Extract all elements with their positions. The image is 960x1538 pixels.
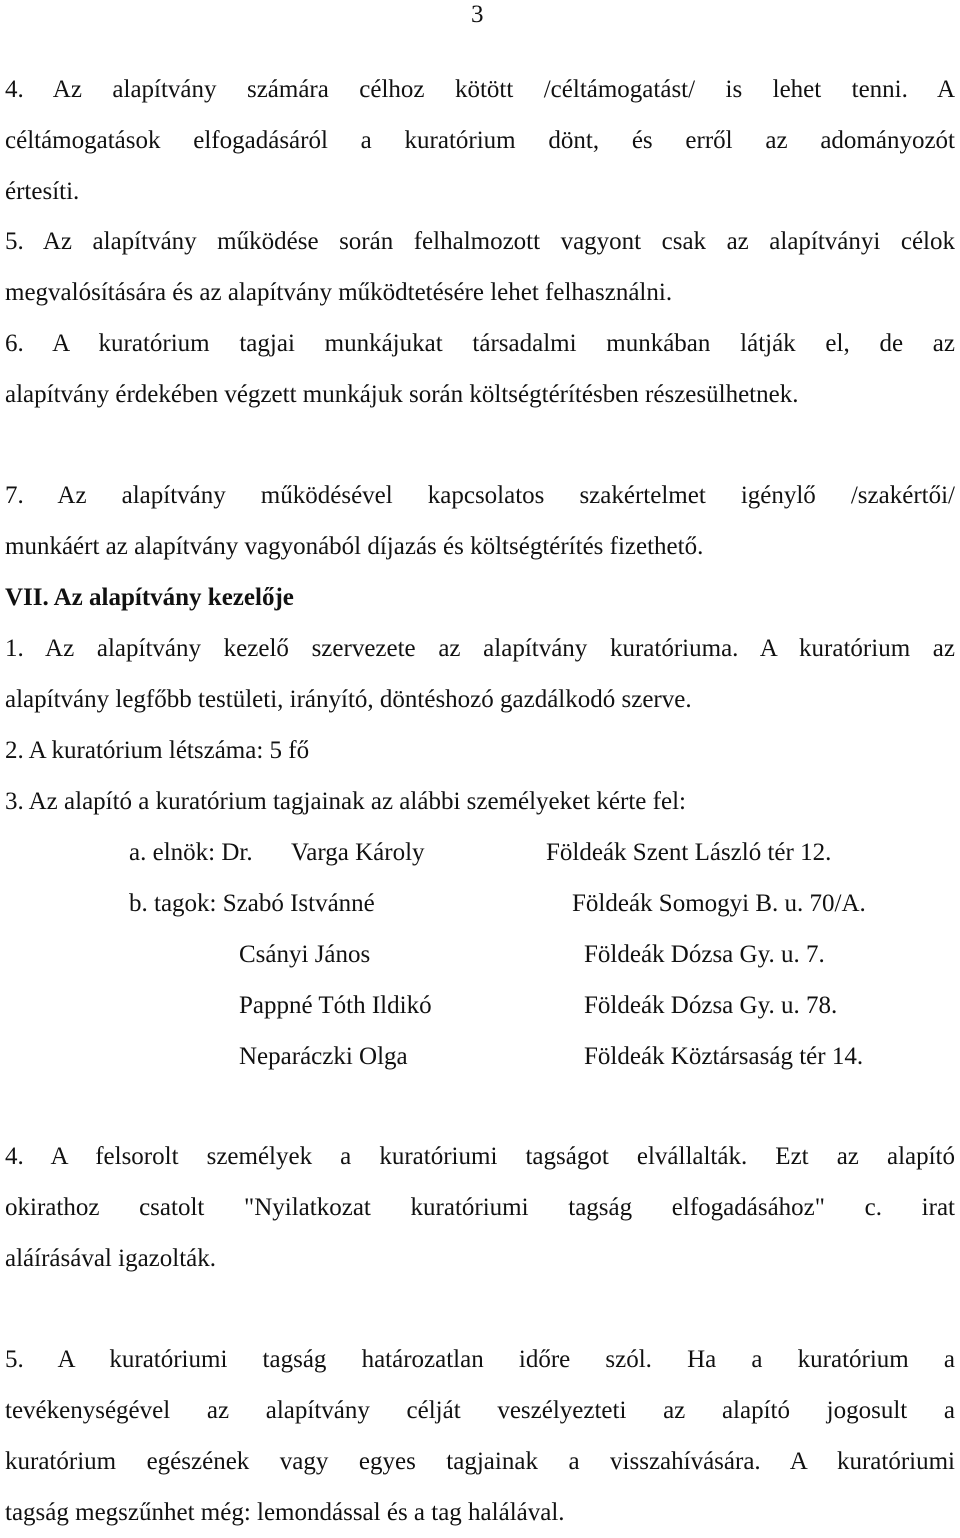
paragraph-line: kuratórium egészének vagy egyes tagjainak a visszahívására. A kuratóriumi [5, 1448, 955, 1475]
member-name: Pappné Tóth Ildikó [239, 992, 432, 1019]
paragraph-line: 6. A kuratórium tagjai munkájukat társadalmi munkában látják el, de az [5, 330, 955, 357]
paragraph-line: alapítvány legfőbb testületi, irányító, döntéshozó gazdálkodó szerve. [5, 686, 692, 713]
paragraph-section-point-3: 3. Az alapító a kuratórium tagjainak az alábbi személyeket kérte fel: [5, 788, 686, 815]
member-label: b. tagok: Szabó Istvánné [129, 890, 375, 917]
member-name: Neparáczki Olga [239, 1043, 408, 1070]
paragraph-line: aláírásával igazolták. [5, 1245, 216, 1272]
section-heading: VII. Az alapítvány kezelője [5, 584, 294, 611]
paragraph-line: 4. Az alapítvány számára célhoz kötött /céltámogatást/ is lehet tenni. A [5, 76, 955, 103]
member-address: Földeák Köztársaság tér 14. [584, 1043, 864, 1070]
member-name: Varga Károly [291, 839, 425, 866]
paragraph-line: értesíti. [5, 178, 80, 205]
paragraph-line: okirathoz csatolt "Nyilatkozat kuratóriumi tagság elfogadásához" c. irat [5, 1194, 955, 1221]
paragraph-line: tagság megszűnhet még: lemondással és a tag halálával. [5, 1499, 565, 1526]
paragraph-point-7 [5, 470, 955, 572]
paragraph-section-point-4 [5, 1131, 955, 1284]
paragraph-line: alapítvány érdekében végzett munkájuk során költségtérítésben részesülhetnek. [5, 381, 799, 408]
paragraph-point-4 [5, 64, 955, 217]
paragraph-line: munkáért az alapítvány vagyonából díjazás és költségtérítés fizethető. [5, 533, 704, 560]
paragraph-line: 7. Az alapítvány működésével kapcsolatos szakértelmet igénylő /szakértői/ [5, 482, 955, 509]
page-number: 3 [471, 1, 484, 28]
paragraph-point-5 [5, 216, 955, 318]
paragraph-line: 5. A kuratóriumi tagság határozatlan időre szól. Ha a kuratórium a [5, 1346, 955, 1373]
member-address: Földeák Somogyi B. u. 70/A. [572, 890, 866, 917]
paragraph-line: 1. Az alapítvány kezelő szervezete az alapítvány kuratóriuma. A kuratórium az [5, 635, 955, 662]
member-address: Földeák Szent László tér 12. [546, 839, 832, 866]
paragraph-line: 5. Az alapítvány működése során felhalmozott vagyont csak az alapítványi célok [5, 228, 955, 255]
paragraph-section-point-1 [5, 623, 955, 725]
paragraph-line: tevékenységével az alapítvány célját veszélyezteti az alapító jogosult a [5, 1397, 955, 1424]
paragraph-line: 4. A felsorolt személyek a kuratóriumi tagságot elvállalták. Ezt az alapító [5, 1143, 955, 1170]
member-address: Földeák Dózsa Gy. u. 78. [584, 992, 838, 1019]
paragraph-line: céltámogatások elfogadásáról a kuratórium dönt, és erről az adományozót [5, 127, 955, 154]
paragraph-point-6 [5, 318, 955, 420]
paragraph-section-point-2: 2. A kuratórium létszáma: 5 fő [5, 737, 310, 764]
member-label: a. elnök: Dr. [129, 839, 253, 866]
member-name: Csányi János [239, 941, 371, 968]
paragraph-line: megvalósítására és az alapítvány működtetésére lehet felhasználni. [5, 279, 673, 306]
member-address: Földeák Dózsa Gy. u. 7. [584, 941, 825, 968]
paragraph-section-point-5 [5, 1334, 955, 1538]
